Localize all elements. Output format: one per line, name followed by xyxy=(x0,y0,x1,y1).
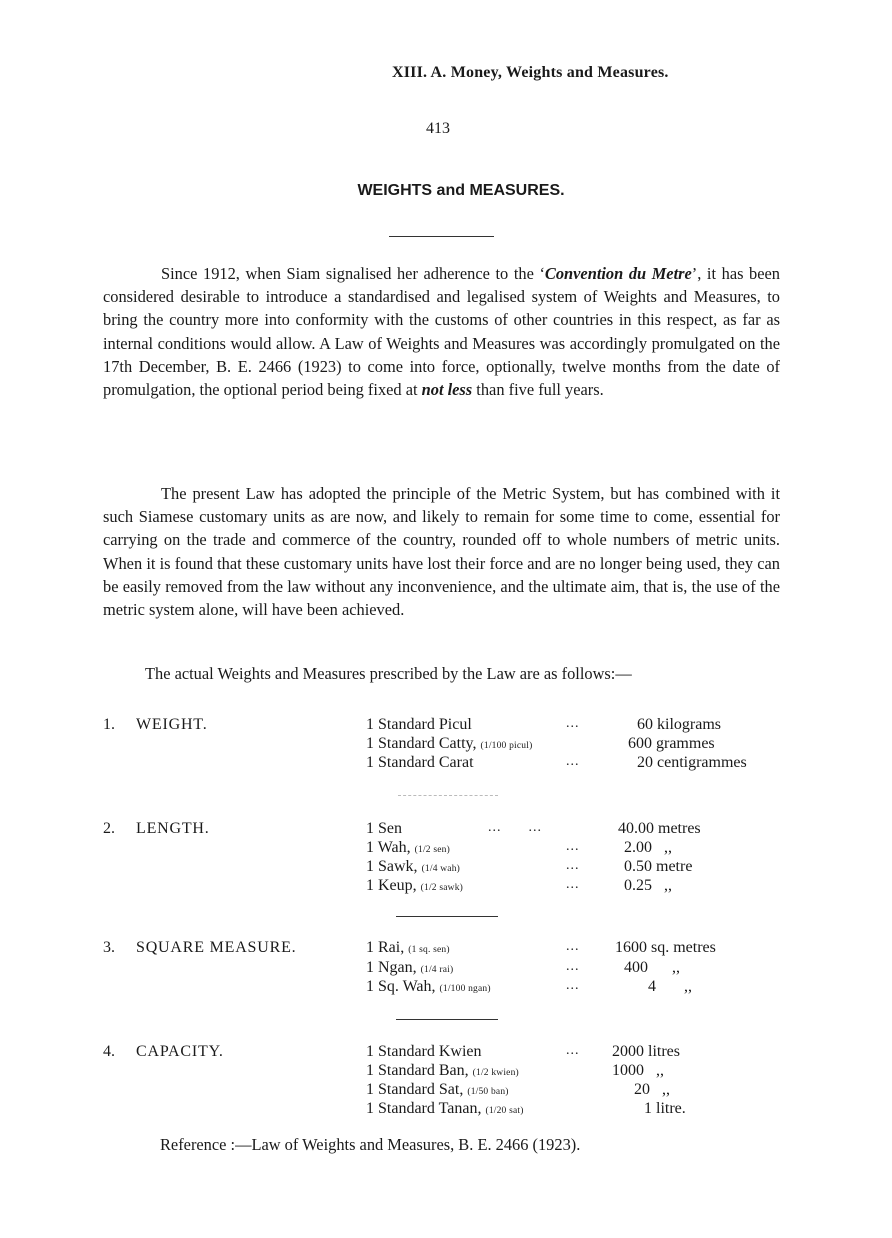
unit-label: 1 Standard Catty, xyxy=(366,735,477,752)
section-divider xyxy=(396,916,498,917)
unit-value: 2.00 ,, xyxy=(624,839,672,856)
table-intro: The actual Weights and Measures prescribed by the Law are as follows:— xyxy=(145,664,632,683)
unit-note: (1/100 ngan) xyxy=(439,984,491,994)
unit-note: (1 sq. sen) xyxy=(408,945,450,955)
unit-value: 1000 ,, xyxy=(612,1062,664,1079)
leader-dots: ... xyxy=(566,939,580,954)
unit-label: 1 Sen xyxy=(366,820,402,837)
leader-dots: ... xyxy=(566,858,580,873)
category-name-weight: WEIGHT. xyxy=(136,716,208,733)
unit-value: 20 centigrammes xyxy=(637,754,747,771)
running-header: XIII. A. Money, Weights and Measures. xyxy=(392,64,669,81)
unit-value: 0.25 ,, xyxy=(624,877,672,894)
unit-label: 1 Sq. Wah, xyxy=(366,978,436,995)
leader-dots: ... xyxy=(566,716,580,731)
leader-dots: ... ... xyxy=(488,820,542,835)
page-title: WEIGHTS and MEASURES. xyxy=(357,182,565,199)
leader-dots: ... xyxy=(566,839,580,854)
category-number: 3. xyxy=(103,939,115,956)
unit-value: 1600 sq. metres xyxy=(615,939,716,956)
section-divider xyxy=(396,1019,498,1020)
unit-label: 1 Standard Picul xyxy=(366,716,472,733)
title-rule xyxy=(389,236,494,237)
unit-note: (1/100 picul) xyxy=(480,741,533,751)
leader-dots: ... xyxy=(566,754,580,769)
unit-label: 1 Standard Tanan, xyxy=(366,1100,482,1117)
section-divider xyxy=(398,795,498,796)
category-name-length: LENGTH. xyxy=(136,820,210,837)
unit-label: 1 Sawk, xyxy=(366,858,418,875)
unit-value: 1 litre. xyxy=(644,1100,686,1117)
unit-note: (1/50 ban) xyxy=(467,1087,509,1097)
unit-note: (1/2 kwien) xyxy=(472,1068,519,1078)
emphasis-not-less: not less xyxy=(421,380,473,400)
unit-note: (1/4 rai) xyxy=(420,965,454,975)
category-number: 2. xyxy=(103,820,115,837)
leader-dots: ... xyxy=(566,1043,580,1058)
leader-dots: ... xyxy=(566,978,580,993)
unit-label: 1 Standard Carat xyxy=(366,754,474,771)
unit-value: 600 grammes xyxy=(628,735,715,752)
unit-value: 40.00 metres xyxy=(618,820,701,837)
paragraph-2: The present Law has adopted the principle of the Metric System, but has combined with it such Siamese customary units as are now, and likely to remain for some time to come, essential for carrying on the trade and commerce of the country, rounded off to whole numbers of metric units. When it is found that these customary units have lost their force and are no longer being used, they can be easily removed from the law without any inconvenience, and the ultimate aim, that is, the use of the metric system alone, will have been achieved. xyxy=(103,484,780,620)
unit-note: (1/2 sen) xyxy=(414,845,450,855)
category-name-capacity: CAPACITY. xyxy=(136,1043,224,1060)
reference-line: Reference :—Law of Weights and Measures, B. E. 2466 (1923). xyxy=(160,1135,581,1154)
unit-label: 1 Standard Ban, xyxy=(366,1062,469,1079)
unit-value: 20 ,, xyxy=(634,1081,670,1098)
unit-value: 60 kilograms xyxy=(637,716,721,733)
leader-dots: ... xyxy=(566,877,580,892)
unit-label: 1 Standard Kwien xyxy=(366,1043,482,1060)
category-number: 1. xyxy=(103,716,115,733)
page-number: 413 xyxy=(426,120,450,137)
paragraph-1: Since 1912, when Siam signalised her adherence to the ‘Convention du Metre’, it has been considered desirable to introduce a standardised and legalised system of Weights and Measures, to bring the country more into conformity with the customs of other countries in this respect, as far as internal conditions would allow. A Law of Weights and Measures was accordingly promulgated on the 17th December, B. E. 2466 (1923) to come into force, optionally, twelve months from the date of promulgation, the optional period being fixed at not less than five full years. xyxy=(103,264,780,400)
category-number: 4. xyxy=(103,1043,115,1060)
unit-note: (1/20 sat) xyxy=(485,1106,524,1116)
unit-label: 1 Keup, xyxy=(366,877,417,894)
unit-note: (1/4 wah) xyxy=(421,864,461,874)
unit-value: 400 ,, xyxy=(624,959,680,976)
unit-label: 1 Ngan, xyxy=(366,959,417,976)
unit-note: (1/2 sawk) xyxy=(420,883,464,893)
unit-value: 0.50 metre xyxy=(624,858,693,875)
convention-phrase: Convention du Metre xyxy=(544,264,692,283)
unit-label: 1 Wah, xyxy=(366,839,411,856)
category-name-square-measure: SQUARE MEASURE. xyxy=(136,939,297,956)
unit-label: 1 Standard Sat, xyxy=(366,1081,464,1098)
unit-value: 2000 litres xyxy=(612,1043,680,1060)
unit-value: 4 ,, xyxy=(648,978,692,995)
leader-dots: ... xyxy=(566,959,580,974)
unit-label: 1 Rai, xyxy=(366,939,405,956)
